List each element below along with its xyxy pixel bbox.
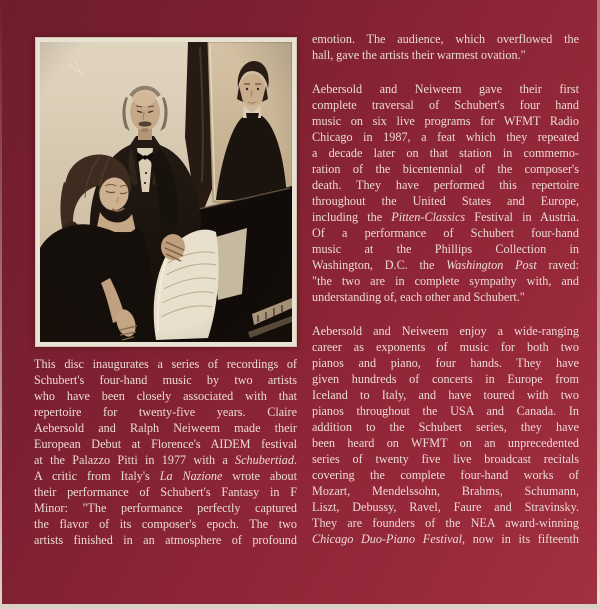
text-line (312, 241, 579, 257)
text-line (312, 81, 579, 97)
body-text: "the two are in complete sympathy with, and (312, 274, 579, 288)
body-text: raved: (536, 258, 579, 272)
text-line (34, 468, 297, 484)
body-text: repertoire for twenty-five years. Claire (34, 405, 297, 419)
text-line (34, 436, 297, 452)
text-line (312, 483, 579, 499)
text-line (312, 209, 579, 225)
body-text: addition to the Schubert series, they have (312, 420, 579, 434)
body-text: complete traversal of Schubert's four hand (312, 98, 579, 112)
text-line (312, 257, 579, 273)
body-text: pianos and piano, four hands. They have (312, 356, 579, 370)
text-line (312, 129, 579, 145)
paragraph (312, 81, 579, 305)
body-text: . (293, 453, 297, 467)
text-line (312, 145, 579, 161)
text-line (312, 289, 579, 305)
text-line (34, 372, 297, 388)
body-text: A critic from Italy's (34, 469, 160, 483)
body-text: who have been closely associated with that (34, 389, 297, 403)
text-line (312, 339, 579, 355)
body-text: given hundreds of concerts in Europe from (312, 372, 579, 386)
body-text: Aebersold and Ralph Neiweem made their (34, 421, 297, 435)
text-line (312, 225, 579, 241)
text-line (34, 404, 297, 420)
text-line (312, 161, 579, 177)
paragraph (312, 323, 579, 547)
italic-text: Chicago Duo-Piano Festival (312, 532, 463, 546)
text-line (312, 451, 579, 467)
body-text: the flavor of its composer's epoch. The two (34, 517, 297, 531)
body-text: Liszt, Debussy, Ravel, Faure and Stravinsky. (312, 500, 579, 514)
body-text: ration of the bicentennial of the composer's (312, 162, 579, 176)
body-text: emotion. The audience, which overflowed the (312, 32, 579, 46)
text-line (312, 371, 579, 387)
text-line (312, 273, 579, 289)
body-text: including the (312, 210, 392, 224)
body-text: Of a performance of Schubert four-hand (312, 226, 579, 240)
body-text: wrote about (222, 469, 297, 483)
body-text: music on six live programs for WFMT Radio (312, 114, 579, 128)
paragraph (34, 356, 297, 548)
body-text: European Debut at Florence's AIDEM festival (34, 437, 297, 451)
text-line (312, 323, 579, 339)
body-text: Minor: "The performance perfectly captured (34, 501, 297, 515)
text-line (312, 531, 579, 547)
body-text: their performance of Schubert's Fantasy in F (34, 485, 297, 499)
text-line (34, 516, 297, 532)
body-text: hall, gave the artists their warmest ovation." (312, 48, 526, 62)
text-line (312, 355, 579, 371)
body-text: Mozart, Mendelssohn, Brahms, Schumann, (312, 484, 579, 498)
body-text: career as exponents of music for both two (312, 340, 579, 354)
text-line (312, 113, 579, 129)
body-text: been heard on WFMT on an unprecedented (312, 436, 579, 450)
photo-vignette (40, 42, 292, 342)
body-text: artists finished in an atmosphere of profound (34, 533, 297, 547)
italic-text: Schubertiad (235, 453, 294, 467)
text-line (312, 515, 579, 531)
italic-text: Pitten-Classics (391, 210, 466, 224)
italic-text: Washington Post (446, 258, 537, 272)
text-line (34, 356, 297, 372)
photo-frame (35, 37, 297, 347)
body-text: at the Palazzo Pitti in 1977 with a (34, 453, 236, 467)
body-text: Washington, D.C. the (312, 258, 447, 272)
paragraph (312, 31, 579, 63)
text-line (312, 387, 579, 403)
scan-edge-left (0, 0, 2, 604)
body-text: covering the complete four-hand works of (312, 468, 579, 482)
body-text: , now in its fifteenth (462, 532, 579, 546)
scan-edge-bottom (0, 604, 600, 609)
body-text: This disc inaugurates a series of recordings of (34, 357, 297, 371)
body-text: Aebersold and Neiweem enjoy a wide-ranging (312, 324, 579, 338)
body-text: series of twenty five live broadcast recitals (312, 452, 579, 466)
text-line (34, 484, 297, 500)
text-line (312, 435, 579, 451)
text-line (312, 403, 579, 419)
text-line (34, 420, 297, 436)
text-line (312, 47, 579, 63)
text-line (312, 499, 579, 515)
text-line (312, 177, 579, 193)
body-text: They are founders of the NEA award-winning (312, 516, 579, 530)
text-line (312, 193, 579, 209)
left-text-column (34, 356, 297, 548)
text-line (34, 532, 297, 548)
body-text: Aebersold and Neiweem gave their first (312, 82, 579, 96)
right-text-column (312, 31, 579, 547)
text-line (312, 419, 579, 435)
text-line (34, 388, 297, 404)
body-text: throughout the United States and Europe, (312, 194, 579, 208)
pianists-photo (40, 42, 292, 342)
italic-text: La Nazione (159, 469, 223, 483)
text-line (34, 500, 297, 516)
body-text: understanding of, each other and Schubert." (312, 290, 525, 304)
text-line (312, 31, 579, 47)
body-text: Iceland to Italy, and have toured with two (312, 388, 579, 402)
text-line (312, 97, 579, 113)
body-text: death. They have performed this repertoire (312, 178, 579, 192)
body-text: music at the Phillips Collection in (312, 242, 579, 256)
body-text: Schubert's four-hand music by two artists (34, 373, 297, 387)
text-line (312, 467, 579, 483)
body-text: a decade later on that station in commemo- (312, 146, 579, 160)
body-text: pianos throughout the USA and Canada. In (312, 404, 579, 418)
text-line (34, 452, 297, 468)
body-text: Chicago in 1987, a feat which they repeated (312, 130, 579, 144)
body-text: Festival in Austria. (465, 210, 579, 224)
